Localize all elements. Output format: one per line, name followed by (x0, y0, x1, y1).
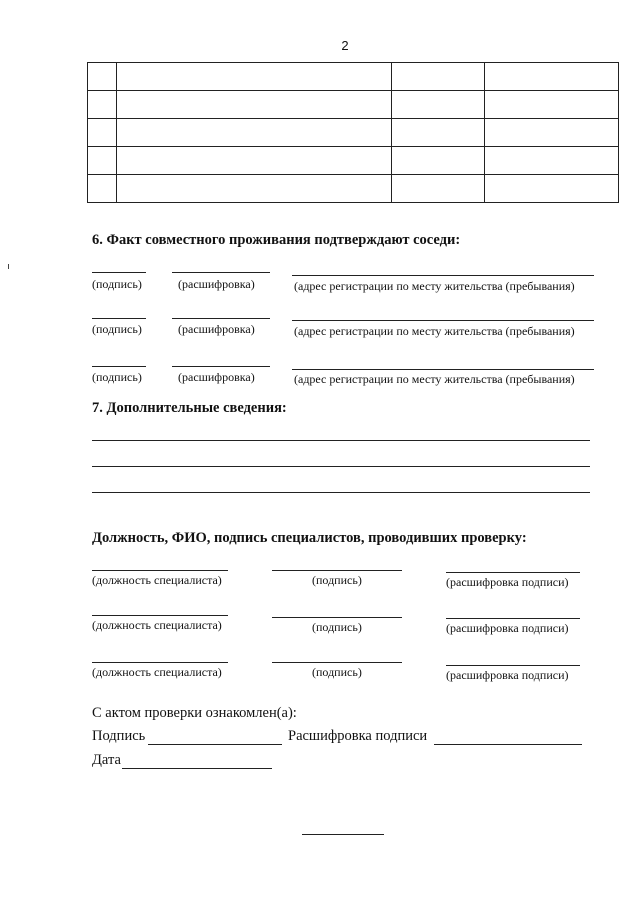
margin-mark (8, 264, 9, 269)
signature-line[interactable] (272, 570, 402, 571)
table-row (88, 63, 619, 91)
caption-name: (расшифровка подписи) (446, 668, 569, 682)
signature-line[interactable] (272, 617, 402, 618)
info-line[interactable] (92, 492, 590, 493)
name-line[interactable] (446, 665, 580, 666)
name-line[interactable] (172, 366, 270, 367)
ack-date-label: Дата (92, 752, 121, 768)
caption-name: (расшифровка подписи) (446, 575, 569, 589)
ack-name-line[interactable] (434, 744, 582, 745)
caption-signature: (подпись) (312, 573, 362, 587)
name-line[interactable] (446, 618, 580, 619)
signature-line[interactable] (272, 662, 402, 663)
table-row (88, 91, 619, 119)
specialists-title: Должность, ФИО, подпись специалистов, проводивших проверку: (92, 530, 527, 546)
caption-signature: (подпись) (312, 665, 362, 679)
ack-name-label: Расшифровка подписи (288, 728, 428, 744)
table-row (88, 175, 619, 203)
caption-name: (расшифровка) (178, 370, 255, 384)
caption-address: (адрес регистрации по месту жительства (пребывания) (294, 279, 575, 293)
caption-position: (должность специалиста) (92, 573, 222, 587)
name-line[interactable] (172, 318, 270, 319)
caption-name: (расшифровка) (178, 322, 255, 336)
address-line[interactable] (292, 369, 594, 370)
caption-position: (должность специалиста) (92, 665, 222, 679)
ack-signature-label: Подпись (92, 728, 146, 744)
info-line[interactable] (92, 440, 590, 441)
address-line[interactable] (292, 275, 594, 276)
caption-signature: (подпись) (312, 620, 362, 634)
caption-address: (адрес регистрации по месту жительства (пребывания) (294, 372, 575, 386)
page-number: 2 (341, 38, 349, 53)
name-line[interactable] (446, 572, 580, 573)
position-line[interactable] (92, 570, 228, 571)
caption-signature: (подпись) (92, 370, 142, 384)
data-table (87, 62, 619, 203)
info-line[interactable] (92, 466, 590, 467)
ack-title: С актом проверки ознакомлен(а): (92, 705, 297, 721)
address-line[interactable] (292, 320, 594, 321)
signature-line[interactable] (92, 272, 146, 273)
caption-position: (должность специалиста) (92, 618, 222, 632)
ack-date-line[interactable] (122, 768, 272, 769)
caption-name: (расшифровка) (178, 277, 255, 291)
section7-title: 7. Дополнительные сведения: (92, 400, 287, 416)
ack-signature-line[interactable] (148, 744, 282, 745)
signature-line[interactable] (92, 318, 146, 319)
signature-line[interactable] (92, 366, 146, 367)
footer-divider (302, 834, 384, 835)
caption-signature: (подпись) (92, 277, 142, 291)
name-line[interactable] (172, 272, 270, 273)
position-line[interactable] (92, 662, 228, 663)
position-line[interactable] (92, 615, 228, 616)
caption-address: (адрес регистрации по месту жительства (пребывания) (294, 324, 575, 338)
caption-name: (расшифровка подписи) (446, 621, 569, 635)
table-row (88, 119, 619, 147)
section6-title: 6. Факт совместного проживания подтверждают соседи: (92, 232, 461, 248)
caption-signature: (подпись) (92, 322, 142, 336)
table-row (88, 147, 619, 175)
